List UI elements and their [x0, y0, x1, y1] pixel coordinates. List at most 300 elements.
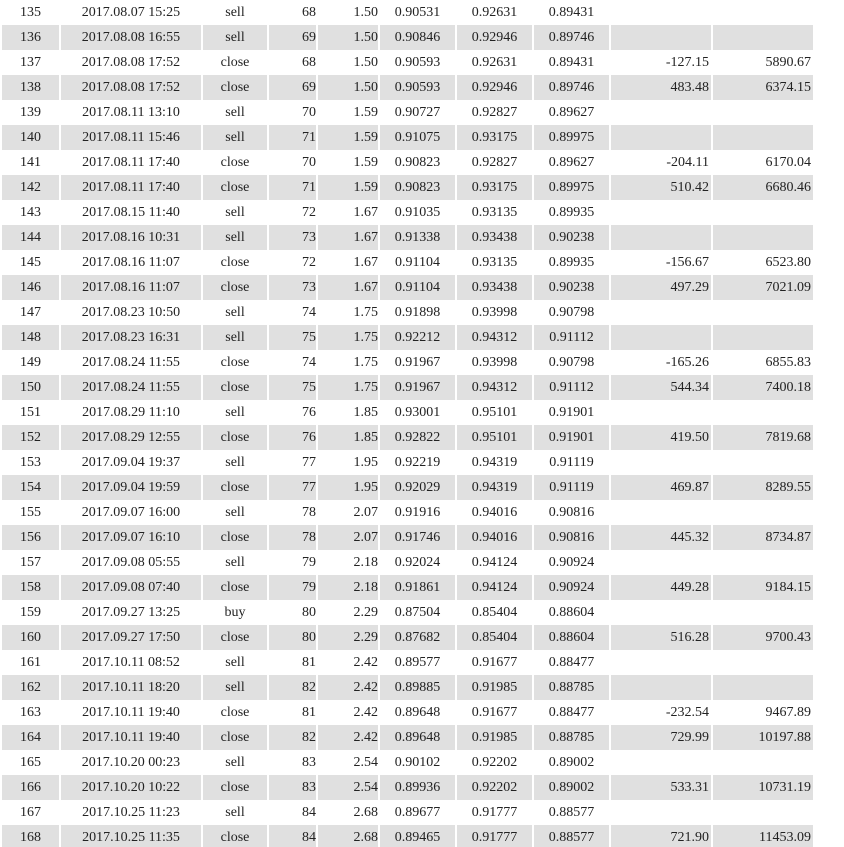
time-cell: 2017.09.27 17:50 [61, 625, 201, 650]
stop-loss-cell: 0.94124 [457, 575, 532, 600]
stop-loss-cell: 0.91777 [471, 804, 518, 820]
table-row [2, 475, 813, 500]
profit-cell [611, 600, 711, 625]
profit-cell: -156.67 [665, 254, 709, 270]
row-number-cell: 146 [2, 275, 59, 300]
order-cell: 78 [269, 525, 316, 550]
stop-loss-cell: 0.91985 [457, 725, 532, 750]
profit-cell [611, 750, 711, 775]
time-cell: 2017.10.11 19:40 [61, 725, 201, 750]
type-cell: close [203, 775, 267, 800]
price-cell: 0.92029 [380, 475, 455, 500]
size-cell: 1.59 [318, 175, 378, 200]
take-profit-cell: 0.89627 [548, 104, 595, 120]
stop-loss-cell: 0.94016 [471, 504, 518, 520]
balance-cell [713, 400, 813, 425]
order-cell: 79 [269, 575, 316, 600]
profit-cell [611, 400, 711, 425]
size-cell: 2.68 [353, 804, 378, 820]
price-cell: 0.90727 [394, 104, 441, 120]
table-row [2, 325, 813, 350]
table-row [2, 675, 813, 700]
take-profit-cell: 0.89935 [548, 254, 595, 270]
take-profit-cell: 0.88477 [548, 654, 595, 670]
order-cell: 81 [302, 704, 316, 720]
profit-cell: 510.42 [611, 175, 711, 200]
row-number-cell: 137 [20, 54, 41, 70]
time-cell: 2017.08.24 11:55 [61, 375, 201, 400]
order-cell: 73 [269, 225, 316, 250]
take-profit-cell: 0.90816 [534, 525, 609, 550]
balance-cell: 9467.89 [765, 704, 811, 720]
balance-cell [713, 650, 813, 675]
profit-cell: 729.99 [611, 725, 711, 750]
row-number-cell: 158 [2, 575, 59, 600]
price-cell: 0.91967 [380, 375, 455, 400]
type-cell: sell [225, 204, 245, 220]
take-profit-cell: 0.90238 [534, 225, 609, 250]
table-row [2, 825, 813, 847]
profit-cell [611, 800, 711, 825]
order-cell: 83 [302, 754, 316, 770]
order-cell: 76 [269, 425, 316, 450]
take-profit-cell: 0.88577 [534, 825, 609, 847]
size-cell: 2.54 [353, 754, 378, 770]
order-cell: 80 [269, 625, 316, 650]
balance-cell: 6680.46 [713, 175, 813, 200]
profit-cell [611, 300, 711, 325]
time-cell: 2017.08.08 16:55 [61, 25, 201, 50]
size-cell: 2.18 [353, 554, 378, 570]
size-cell: 1.50 [353, 54, 378, 70]
size-cell: 2.29 [318, 625, 378, 650]
size-cell: 2.42 [318, 675, 378, 700]
take-profit-cell: 0.89975 [534, 125, 609, 150]
order-cell: 81 [302, 654, 316, 670]
price-cell: 0.91746 [380, 525, 455, 550]
balance-cell [713, 325, 813, 350]
type-cell: close [203, 825, 267, 847]
stop-loss-cell: 0.94319 [471, 454, 518, 470]
table-row [2, 275, 813, 300]
time-cell: 2017.08.11 13:10 [82, 104, 180, 120]
order-cell: 80 [302, 604, 316, 620]
price-cell: 0.91104 [380, 275, 455, 300]
price-cell: 0.90593 [394, 54, 441, 70]
row-number-cell: 136 [2, 25, 59, 50]
stop-loss-cell: 0.94016 [457, 525, 532, 550]
trade-rows [2, 0, 813, 847]
table-row [2, 575, 813, 600]
type-cell: sell [225, 4, 245, 20]
size-cell: 1.67 [353, 254, 378, 270]
take-profit-cell: 0.89431 [548, 4, 595, 20]
profit-cell [611, 100, 711, 125]
table-row [2, 450, 813, 475]
table-row [2, 500, 813, 525]
stop-loss-cell: 0.94312 [457, 325, 532, 350]
price-cell: 0.89648 [394, 704, 441, 720]
take-profit-cell: 0.90238 [534, 275, 609, 300]
take-profit-cell: 0.89746 [534, 75, 609, 100]
time-cell: 2017.10.25 11:23 [82, 804, 180, 820]
size-cell: 1.67 [318, 225, 378, 250]
profit-cell: 445.32 [611, 525, 711, 550]
time-cell: 2017.08.15 11:40 [82, 204, 180, 220]
stop-loss-cell: 0.91777 [457, 825, 532, 847]
type-cell: close [203, 475, 267, 500]
take-profit-cell: 0.89002 [548, 754, 595, 770]
size-cell: 2.07 [318, 525, 378, 550]
take-profit-cell: 0.90924 [548, 554, 595, 570]
order-cell: 71 [269, 125, 316, 150]
stop-loss-cell: 0.93998 [471, 354, 518, 370]
table-row [2, 75, 813, 100]
time-cell: 2017.10.11 08:52 [82, 654, 180, 670]
type-cell: sell [203, 125, 267, 150]
take-profit-cell: 0.90816 [548, 504, 595, 520]
stop-loss-cell: 0.93135 [471, 254, 518, 270]
stop-loss-cell: 0.95101 [471, 404, 518, 420]
price-cell: 0.91916 [394, 504, 441, 520]
size-cell: 1.75 [318, 375, 378, 400]
price-cell: 0.91104 [395, 254, 440, 270]
time-cell: 2017.08.11 15:46 [61, 125, 201, 150]
balance-cell [713, 25, 813, 50]
balance-cell [713, 300, 813, 325]
table-row [2, 600, 813, 625]
table-row [2, 100, 813, 125]
stop-loss-cell: 0.92946 [457, 25, 532, 50]
time-cell: 2017.10.20 10:22 [61, 775, 201, 800]
order-cell: 72 [302, 204, 316, 220]
table-row [2, 375, 813, 400]
order-cell: 79 [302, 554, 316, 570]
profit-cell: 721.90 [611, 825, 711, 847]
row-number-cell: 156 [2, 525, 59, 550]
order-cell: 84 [269, 825, 316, 847]
price-cell: 0.90102 [394, 754, 441, 770]
price-cell: 0.92219 [394, 454, 441, 470]
balance-cell: 6855.83 [765, 354, 811, 370]
stop-loss-cell: 0.92631 [471, 4, 518, 20]
order-cell: 77 [269, 475, 316, 500]
type-cell: sell [225, 654, 245, 670]
size-cell: 1.67 [318, 275, 378, 300]
table-row [2, 350, 813, 375]
stop-loss-cell: 0.94312 [457, 375, 532, 400]
size-cell: 1.50 [353, 4, 378, 20]
price-cell: 0.91967 [394, 354, 441, 370]
table-row [2, 175, 813, 200]
balance-cell [713, 125, 813, 150]
type-cell: sell [225, 404, 245, 420]
type-cell: close [203, 175, 267, 200]
take-profit-cell: 0.88785 [534, 675, 609, 700]
take-profit-cell: 0.91112 [534, 325, 609, 350]
row-number-cell: 149 [20, 354, 41, 370]
price-cell: 0.89677 [394, 804, 441, 820]
size-cell: 1.75 [353, 304, 378, 320]
price-cell: 0.92024 [394, 554, 441, 570]
size-cell: 2.42 [353, 704, 378, 720]
price-cell: 0.91338 [380, 225, 455, 250]
type-cell: sell [225, 504, 245, 520]
table-row [2, 0, 813, 25]
row-number-cell: 162 [2, 675, 59, 700]
type-cell: close [203, 75, 267, 100]
type-cell: sell [225, 104, 245, 120]
profit-cell [611, 225, 711, 250]
balance-cell [713, 200, 813, 225]
balance-cell [713, 675, 813, 700]
order-cell: 71 [269, 175, 316, 200]
take-profit-cell: 0.88785 [534, 725, 609, 750]
profit-cell [611, 450, 711, 475]
size-cell: 1.85 [353, 404, 378, 420]
price-cell: 0.90531 [394, 4, 441, 20]
profit-cell [611, 125, 711, 150]
profit-cell [611, 650, 711, 675]
table-row [2, 50, 813, 75]
profit-cell: -204.11 [666, 154, 709, 170]
table-row [2, 125, 813, 150]
profit-cell [611, 675, 711, 700]
order-cell: 82 [269, 675, 316, 700]
order-cell: 68 [302, 54, 316, 70]
take-profit-cell: 0.90798 [548, 354, 595, 370]
order-cell: 70 [302, 154, 316, 170]
row-number-cell: 165 [20, 754, 41, 770]
order-cell: 78 [302, 504, 316, 520]
take-profit-cell: 0.88604 [534, 625, 609, 650]
row-number-cell: 164 [2, 725, 59, 750]
stop-loss-cell: 0.94124 [471, 554, 518, 570]
stop-loss-cell: 0.93438 [457, 225, 532, 250]
time-cell: 2017.09.27 13:25 [81, 604, 181, 620]
size-cell: 1.50 [318, 75, 378, 100]
balance-cell: 9184.15 [713, 575, 813, 600]
balance-cell: 7400.18 [713, 375, 813, 400]
profit-cell [611, 550, 711, 575]
table-row [2, 725, 813, 750]
take-profit-cell: 0.89431 [548, 54, 595, 70]
balance-cell: 6170.04 [765, 154, 811, 170]
row-number-cell: 141 [20, 154, 41, 170]
type-cell: sell [225, 454, 245, 470]
stop-loss-cell: 0.92827 [471, 154, 518, 170]
size-cell: 1.59 [318, 125, 378, 150]
price-cell: 0.87682 [380, 625, 455, 650]
table-row [2, 750, 813, 775]
profit-cell: 516.28 [611, 625, 711, 650]
time-cell: 2017.08.29 12:55 [61, 425, 201, 450]
size-cell: 1.67 [353, 204, 378, 220]
balance-cell: 10197.88 [713, 725, 813, 750]
table-row [2, 25, 813, 50]
profit-cell [611, 325, 711, 350]
stop-loss-cell: 0.92631 [471, 54, 518, 70]
type-cell: sell [225, 804, 245, 820]
size-cell: 2.18 [318, 575, 378, 600]
profit-cell: 483.48 [611, 75, 711, 100]
profit-cell: -127.15 [665, 54, 709, 70]
profit-cell: 419.50 [611, 425, 711, 450]
row-number-cell: 154 [2, 475, 59, 500]
take-profit-cell: 0.88604 [548, 604, 595, 620]
stop-loss-cell: 0.93175 [457, 175, 532, 200]
profit-cell: -232.54 [665, 704, 709, 720]
price-cell: 0.92822 [380, 425, 455, 450]
type-cell: close [203, 725, 267, 750]
row-number-cell: 155 [20, 504, 41, 520]
size-cell: 1.95 [353, 454, 378, 470]
type-cell: close [203, 625, 267, 650]
price-cell: 0.93001 [394, 404, 441, 420]
order-cell: 77 [302, 454, 316, 470]
row-number-cell: 140 [2, 125, 59, 150]
type-cell: close [203, 525, 267, 550]
time-cell: 2017.08.11 17:40 [61, 175, 201, 200]
stop-loss-cell: 0.95101 [457, 425, 532, 450]
row-number-cell: 143 [20, 204, 41, 220]
size-cell: 2.68 [318, 825, 378, 847]
type-cell: close [203, 575, 267, 600]
order-cell: 74 [302, 304, 316, 320]
order-cell: 82 [269, 725, 316, 750]
balance-cell [713, 500, 813, 525]
type-cell: sell [225, 554, 245, 570]
order-cell: 68 [302, 4, 316, 20]
order-cell: 84 [302, 804, 316, 820]
profit-cell: 544.34 [611, 375, 711, 400]
profit-cell: -165.26 [665, 354, 709, 370]
balance-cell [713, 450, 813, 475]
take-profit-cell: 0.89935 [548, 204, 595, 220]
balance-cell: 7819.68 [713, 425, 813, 450]
size-cell: 1.75 [353, 354, 378, 370]
stop-loss-cell: 0.85404 [457, 625, 532, 650]
balance-cell [713, 750, 813, 775]
price-cell: 0.89465 [380, 825, 455, 847]
stop-loss-cell: 0.93438 [457, 275, 532, 300]
row-number-cell: 144 [2, 225, 59, 250]
type-cell: close [220, 704, 250, 720]
row-number-cell: 147 [20, 304, 41, 320]
row-number-cell: 139 [20, 104, 41, 120]
row-number-cell: 151 [20, 404, 41, 420]
balance-cell: 8734.87 [713, 525, 813, 550]
order-cell: 83 [269, 775, 316, 800]
row-number-cell: 135 [20, 4, 41, 20]
profit-cell: 533.31 [611, 775, 711, 800]
order-cell: 75 [269, 375, 316, 400]
stop-loss-cell: 0.93998 [471, 304, 518, 320]
profit-cell: 497.29 [611, 275, 711, 300]
type-cell: close [203, 275, 267, 300]
balance-cell: 10731.19 [713, 775, 813, 800]
row-number-cell: 138 [2, 75, 59, 100]
row-number-cell: 150 [2, 375, 59, 400]
time-cell: 2017.08.29 11:10 [82, 404, 180, 420]
price-cell: 0.91035 [394, 204, 441, 220]
balance-cell [713, 550, 813, 575]
table-row [2, 200, 813, 225]
table-row [2, 250, 813, 275]
row-number-cell: 166 [2, 775, 59, 800]
table-row [2, 625, 813, 650]
row-number-cell: 163 [20, 704, 41, 720]
profit-cell: 469.87 [611, 475, 711, 500]
time-cell: 2017.08.07 15:25 [81, 4, 181, 20]
price-cell: 0.90823 [394, 154, 441, 170]
row-number-cell: 142 [2, 175, 59, 200]
stop-loss-cell: 0.85404 [471, 604, 518, 620]
type-cell: sell [203, 675, 267, 700]
table-row [2, 650, 813, 675]
row-number-cell: 160 [2, 625, 59, 650]
take-profit-cell: 0.88477 [548, 704, 595, 720]
stop-loss-cell: 0.91677 [471, 654, 518, 670]
row-number-cell: 148 [2, 325, 59, 350]
size-cell: 2.07 [353, 504, 378, 520]
order-cell: 70 [302, 104, 316, 120]
order-cell: 76 [302, 404, 316, 420]
table-row [2, 225, 813, 250]
stop-loss-cell: 0.91677 [471, 704, 518, 720]
price-cell: 0.87504 [394, 604, 441, 620]
take-profit-cell: 0.90798 [548, 304, 595, 320]
take-profit-cell: 0.88577 [548, 804, 595, 820]
row-number-cell: 168 [2, 825, 59, 847]
time-cell: 2017.09.07 16:00 [81, 504, 181, 520]
time-cell: 2017.10.20 00:23 [81, 754, 181, 770]
table-row [2, 525, 813, 550]
time-cell: 2017.10.11 19:40 [82, 704, 180, 720]
row-number-cell: 152 [2, 425, 59, 450]
size-cell: 1.59 [353, 104, 378, 120]
type-cell: sell [203, 225, 267, 250]
type-cell: sell [225, 754, 245, 770]
size-cell: 2.29 [353, 604, 378, 620]
price-cell: 0.90846 [380, 25, 455, 50]
table-row [2, 700, 813, 725]
stop-loss-cell: 0.92946 [457, 75, 532, 100]
take-profit-cell: 0.89627 [548, 154, 595, 170]
take-profit-cell: 0.90924 [534, 575, 609, 600]
size-cell: 2.42 [318, 725, 378, 750]
price-cell: 0.91075 [380, 125, 455, 150]
profit-cell: 449.28 [611, 575, 711, 600]
time-cell: 2017.09.08 07:40 [61, 575, 201, 600]
balance-cell: 6523.80 [765, 254, 811, 270]
stop-loss-cell: 0.92202 [457, 775, 532, 800]
profit-cell [611, 500, 711, 525]
row-number-cell: 153 [20, 454, 41, 470]
balance-cell [713, 100, 813, 125]
stop-loss-cell: 0.93175 [457, 125, 532, 150]
price-cell: 0.92212 [380, 325, 455, 350]
price-cell: 0.91898 [394, 304, 441, 320]
time-cell: 2017.09.04 19:37 [81, 454, 181, 470]
price-cell: 0.89885 [380, 675, 455, 700]
type-cell: close [220, 254, 250, 270]
time-cell: 2017.10.25 11:35 [61, 825, 201, 847]
balance-cell: 7021.09 [713, 275, 813, 300]
size-cell: 1.59 [353, 154, 378, 170]
order-cell: 74 [302, 354, 316, 370]
price-cell: 0.89648 [380, 725, 455, 750]
